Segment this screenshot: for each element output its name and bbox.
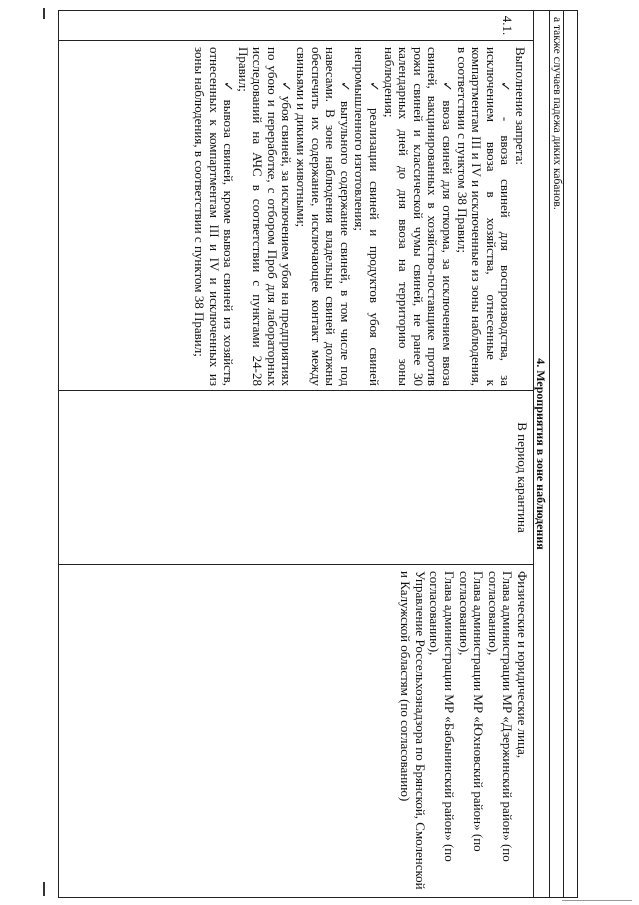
action-item: ✓ реализации свиней и продуктов убоя свиней непромышленного изготовления; <box>352 47 383 386</box>
row-number-cell <box>59 11 533 41</box>
period-text: В период карантина <box>515 422 530 533</box>
responsible-item: Глава администрации МР «Бабынинский район» (по согласованию), <box>427 571 458 862</box>
responsible-list <box>398 565 533 899</box>
rotated-table <box>58 10 578 898</box>
action-item: ✓ ввоза свиней для откорма, за исключением ввоза свиней, вакцинированных в хозяйство-поставщике против рожи свиней и классической чумы свиней, не ранее 30 календарных дней до дня ввоза на территорию зоны наблюдения; <box>381 47 456 386</box>
top-note: а также случаев падежа диких кабанов. <box>550 10 564 898</box>
scan-mark-footer <box>562 900 632 901</box>
action-heading: Выполнение запрета: <box>513 47 528 166</box>
table-top-band <box>564 10 578 898</box>
table-row <box>58 10 534 898</box>
responsible-item: Физические и юридические лица, <box>515 571 530 759</box>
responsible-cell <box>59 565 533 899</box>
table-frame <box>58 10 578 898</box>
responsible-item: Глава администрации МР «Дзержинский район» (по согласованию), <box>485 571 516 862</box>
scan-mark-top <box>43 8 45 19</box>
action-item: ✓ выгульного содержание свиней, в том числе под навесами. В зоне наблюдения владельцы свиней должны обеспечить их содержание, исключающее контакт между свиньями и дикими животными; <box>294 47 353 386</box>
action-item: ✓ - ввоза свиней для воспроизводства, за исключением ввоза в хозяйства, отнесенные к компартментам III и IV и исключенные из зоны наблюдения, в соответствии с пунктом 38 Правил; <box>454 47 514 386</box>
action-item: ✓ убоя свиней, за исключением убоя на предприятиях по убою и переработке, с отбором Проб для лабораторных исследований на АЧС в соответствии с пунктами 24-28 Правил; <box>235 47 295 386</box>
scan-mark-bottom <box>43 882 45 896</box>
action-cell <box>59 41 533 391</box>
period-cell <box>59 391 533 565</box>
action-list <box>191 47 512 386</box>
responsible-item: Глава администрации МР «Юхновский район» (по согласованию), <box>456 571 487 852</box>
action-item: ✓ вывоза свиней, кроме вывоза свиней из хозяйств, отнесенных к компартментам III и IV и исключенных из зоны наблюдения, в соответствии с пунктом 38 Правил; <box>191 47 237 386</box>
action-text <box>191 41 533 390</box>
responsible-item: Управление Россельхознадзора по Брянской, Смоленской и Калужской областям (по согласованию) <box>398 571 428 890</box>
row-number: 4.1. <box>500 15 515 36</box>
section-title: 4. Мероприятия в зоне наблюдения <box>534 10 550 898</box>
